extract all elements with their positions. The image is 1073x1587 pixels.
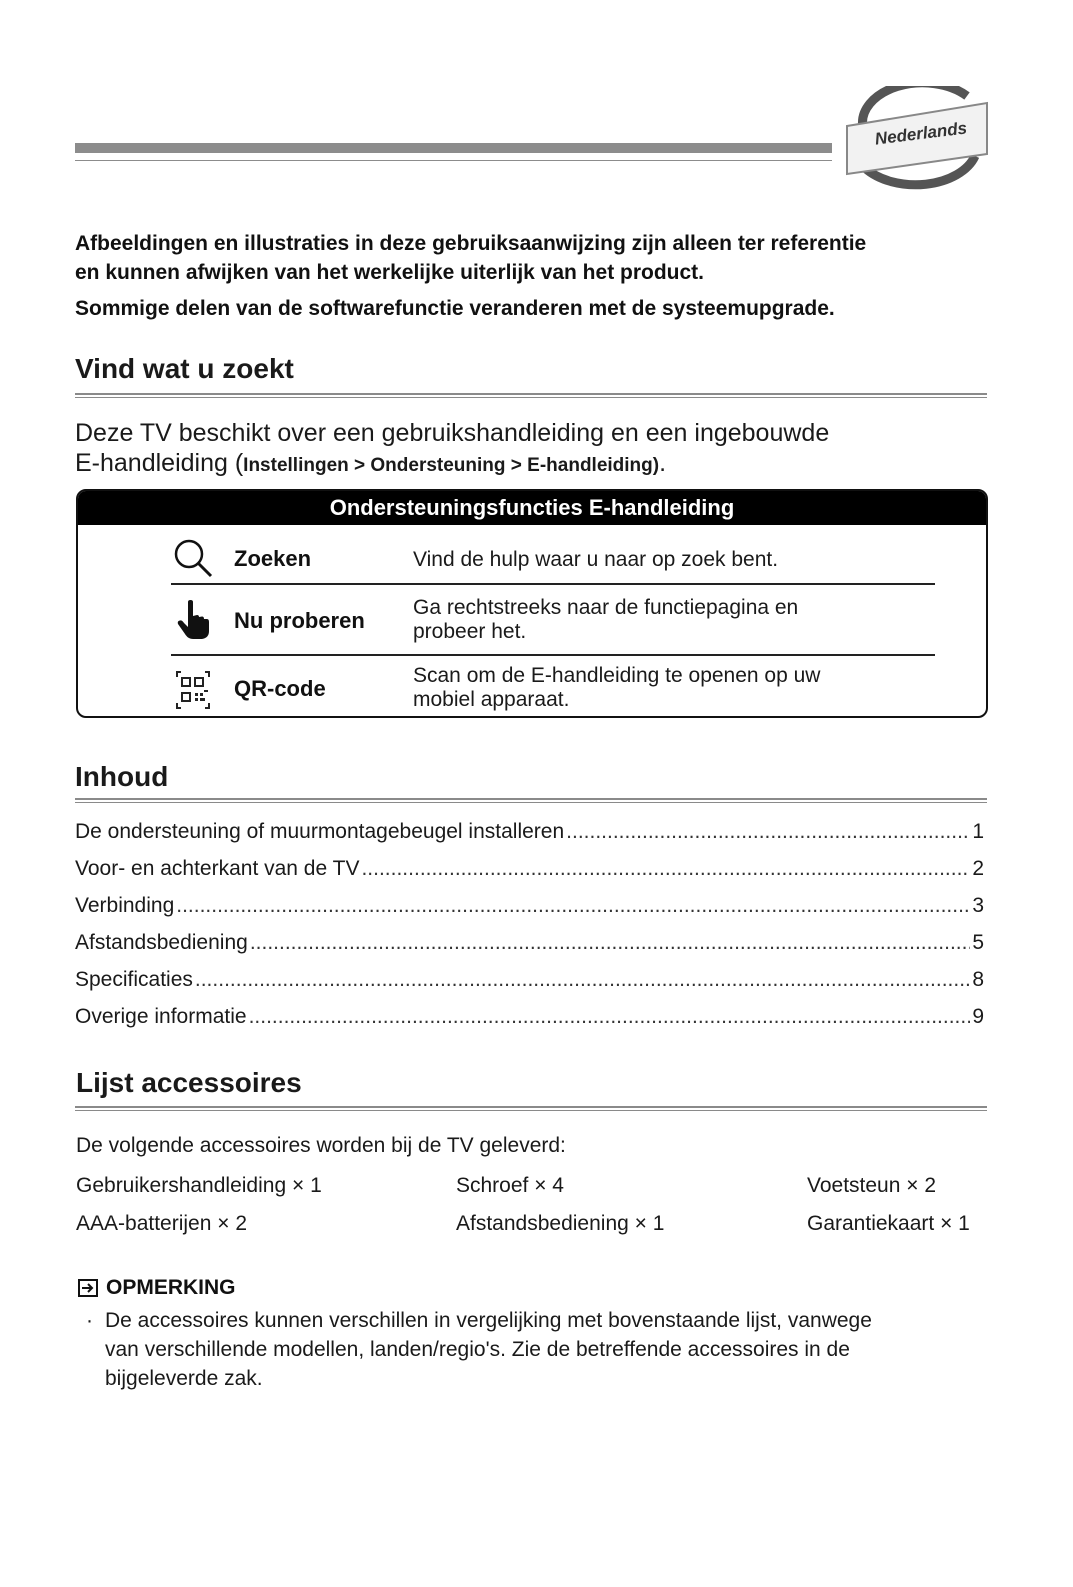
accessories-section-rule (75, 1106, 987, 1111)
toc-page: 5 (972, 931, 984, 954)
note-heading (78, 1276, 236, 1300)
accessory-item: Voetsteun × 2 (807, 1174, 937, 1197)
contents-section-rule (75, 798, 987, 803)
note-body (105, 1306, 985, 1393)
find-section-title: Vind wat u zoekt (75, 353, 294, 384)
header-bar (75, 143, 832, 153)
note-title: OPMERKING (106, 1276, 236, 1299)
find-text-line-2 (75, 448, 975, 481)
hand-pointer-icon (171, 598, 215, 642)
note-line-1: De accessoires kunnen verschillen in vergelijking met bovenstaande lijst, vanwege (105, 1309, 872, 1332)
feature-divider (171, 654, 935, 656)
toc-leader (195, 968, 970, 992)
intro-line-1: Afbeeldingen en illustraties in deze gebruiksaanwijzing zijn alleen ter referentie (75, 232, 867, 255)
qr-code-icon (171, 668, 215, 712)
toc-entry[interactable] (75, 968, 984, 998)
accessories-section-title: Lijst accessoires (76, 1067, 302, 1098)
find-text-suffix: . (659, 449, 667, 477)
note-bullet: · (86, 1309, 93, 1332)
toc-label: De ondersteuning of muurmontagebeugel installeren (75, 820, 565, 843)
language-badge: Nederlands (873, 118, 969, 149)
toc-page: 2 (972, 857, 984, 880)
note-line-3: bijgeleverde zak. (105, 1367, 263, 1390)
feature-desc-line-1: Scan om de E-handleiding te openen op uw (413, 664, 821, 687)
feature-divider (171, 583, 935, 585)
toc-label: Verbinding (75, 894, 175, 917)
accessories-intro: De volgende accessoires worden bij de TV geleverd: (76, 1134, 566, 1157)
toc-page: 9 (972, 1005, 984, 1028)
feature-desc-line-2: mobiel apparaat. (413, 688, 570, 711)
feature-name: Nu proberen (234, 608, 365, 633)
accessory-item: Garantiekaart × 1 (807, 1212, 970, 1235)
toc-label: Voor- en achterkant van de TV (75, 857, 360, 880)
find-description (75, 418, 975, 481)
toc-leader (249, 1005, 971, 1029)
intro-line-2: en kunnen afwijken van het werkelijke uiterlijk van het product. (75, 261, 705, 284)
header-rule (75, 160, 832, 161)
feature-desc: Vind de hulp waar u naar op zoek bent. (413, 548, 779, 571)
toc-leader (361, 857, 970, 881)
feature-name: QR-code (234, 676, 326, 701)
menu-path: Instellingen > Ondersteuning > E-handleiding) (243, 455, 660, 476)
toc-label: Afstandsbediening (75, 931, 248, 954)
accessory-item: Schroef × 4 (456, 1174, 564, 1197)
toc-entry[interactable] (75, 931, 984, 961)
toc-entry[interactable] (75, 820, 984, 850)
toc-entry[interactable] (75, 894, 984, 924)
note-line-2: van verschillende modellen, landen/regio's. Zie de betreffende accessoires in de (105, 1338, 850, 1361)
feature-desc-line-1: Ga rechtstreeks naar de functiepagina en (413, 596, 799, 619)
features-box-title: Ondersteuningsfuncties E-handleiding (78, 491, 986, 525)
feature-name: Zoeken (234, 546, 312, 571)
toc-entry[interactable] (75, 857, 984, 887)
toc-label: Specificaties (75, 968, 193, 991)
toc-page: 1 (972, 820, 984, 843)
toc-page: 8 (972, 968, 984, 991)
toc-leader (250, 931, 971, 955)
contents-section-title: Inhoud (75, 761, 169, 792)
find-section-rule (75, 393, 987, 398)
feature-desc (413, 596, 913, 644)
find-text-line-1: Deze TV beschikt over een gebruikshandleiding en een ingebouwde (75, 419, 830, 447)
find-text-prefix: E-handleiding ( (75, 449, 244, 477)
toc-page: 3 (972, 894, 984, 917)
feature-desc-line-2: probeer het. (413, 620, 527, 643)
accessory-item: Gebruikershandleiding × 1 (76, 1174, 322, 1197)
toc-entry[interactable] (75, 1005, 984, 1035)
feature-desc (413, 664, 913, 712)
search-icon (171, 536, 215, 580)
note-icon (78, 1279, 98, 1297)
toc-leader (566, 820, 970, 844)
accessory-item: AAA-batterijen × 2 (76, 1212, 248, 1235)
intro-line-3: Sommige delen van de softwarefunctie veranderen met de systeemupgrade. (75, 297, 835, 320)
accessory-item: Afstandsbediening × 1 (456, 1212, 665, 1235)
toc-label: Overige informatie (75, 1005, 247, 1028)
toc-leader (176, 894, 970, 918)
